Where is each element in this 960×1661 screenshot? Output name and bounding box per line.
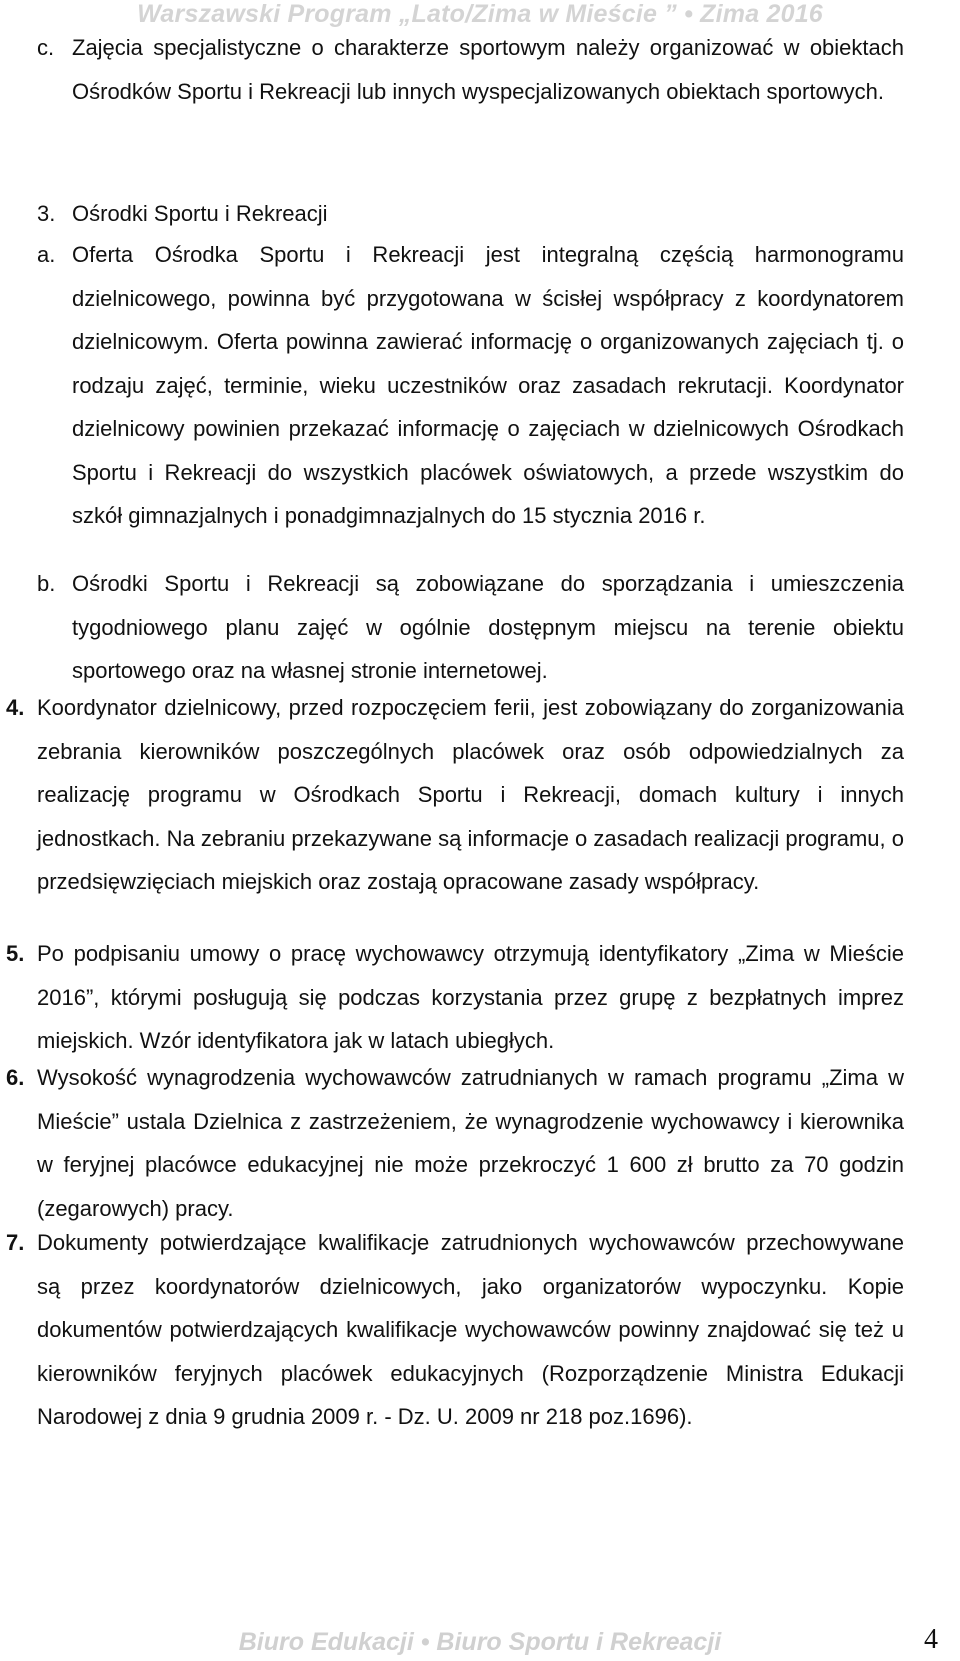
item-c-text: Zajęcia specjalistyczne o charakterze sportowym należy organizować w obiektach Ośrodków Sportu i Rekreacji lub innych wyspecjalizowanych obiektach sportowych. bbox=[72, 35, 904, 104]
section-7-text: Dokumenty potwierdzające kwalifikacje zatrudnionych wychowawców przechowywane są przez koordynatorów dzielnicowych, jako organizatorów wypoczynku. Kopie dokumentów potwierdzających kwalifikacje wychowawców powinny znajdować się też u kierowników feryjnych placówek edukacyjnych (Rozporządzenie Ministra Edukacji Narodowej z dnia 9 grudnia 2009 r. - Dz. U. 2009 nr 218 poz.1696). bbox=[37, 1230, 904, 1429]
item-b-text: Ośrodki Sportu i Rekreacji są zobowiązane do sporządzania i umieszczenia tygodniowego planu zajęć w ogólnie dostępnym miejscu na terenie obiektu sportowego oraz na własnej stronie internetowej. bbox=[72, 571, 904, 683]
page-number: 4 bbox=[924, 1624, 938, 1655]
page-header: Warszawski Program „Lato/Zima w Mieście ” • Zima 2016 bbox=[137, 0, 823, 28]
section-4-marker: 4. bbox=[6, 695, 25, 720]
section-6-text: Wysokość wynagrodzenia wychowawców zatrudnianych w ramach programu „Zima w Mieście” ustala Dzielnica z zastrzeżeniem, że wynagrodzenie wychowawcy i kierownika w feryjnej placówce edukacyjnej nie może przekroczyć 1 600 zł brutto za 70 godzin (zegarowych) pracy. bbox=[37, 1065, 904, 1221]
section-6-marker: 6. bbox=[6, 1065, 25, 1090]
section-5-text: Po podpisaniu umowy o pracę wychowawcy otrzymują identyfikatory „Zima w Mieście 2016”, którymi posługują się podczas korzystania przez grupę z bezpłatnych imprez miejskich. Wzór identyfikatora jak w latach ubiegłych. bbox=[37, 941, 904, 1053]
section-5-marker: 5. bbox=[6, 941, 25, 966]
section-3-marker: 3. bbox=[37, 201, 56, 226]
item-c-marker: c. bbox=[37, 35, 55, 60]
item-b-marker: b. bbox=[37, 571, 56, 596]
section-7-marker: 7. bbox=[6, 1230, 25, 1255]
page-footer: Biuro Edukacji • Biuro Sportu i Rekreacji bbox=[238, 1628, 722, 1656]
section-3-title: Ośrodki Sportu i Rekreacji bbox=[72, 201, 328, 226]
item-a-text: Oferta Ośrodka Sportu i Rekreacji jest integralną częścią harmonogramu dzielnicowego, powinna być przygotowana w ścisłej współpracy z koordynatorem dzielnicowym. Oferta powinna zawierać informację o organizowanych zajęciach tj. o rodzaju zajęć, terminie, wieku uczestników oraz zasadach rekrutacji. Koordynator dzielnicowy powinien przekazać informację o zajęciach w dzielnicowych Ośrodkach Sportu i Rekreacji do wszystkich placówek oświatowych, a przede wszystkim do szkół gimnazjalnych i ponadgimnazjalnych do 15 stycznia 2016 r. bbox=[72, 242, 904, 528]
section-4-text: Koordynator dzielnicowy, przed rozpoczęciem ferii, jest zobowiązany do zorganizowania zebrania kierowników poszczególnych placówek oraz osób odpowiedzialnych za realizację programu w Ośrodkach Sportu i Rekreacji, domach kultury i innych jednostkach. Na zebraniu przekazywane są informacje o zasadach realizacji programu, o przedsięwzięciach miejskich oraz zostają opracowane zasady współpracy. bbox=[37, 695, 905, 894]
item-a-marker: a. bbox=[37, 242, 56, 267]
